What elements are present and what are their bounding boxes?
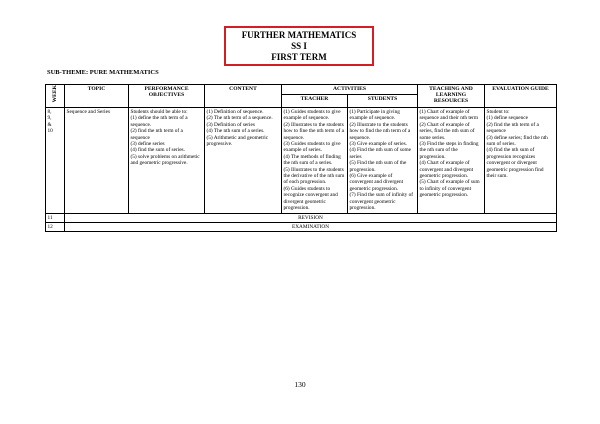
content-header: CONTENT	[205, 85, 282, 108]
topic-cell: Sequence and Series	[65, 108, 129, 214]
class-title: SS I	[291, 41, 307, 51]
examination-cell: EXAMINATION	[65, 222, 557, 231]
header-row	[46, 85, 557, 95]
teacher-header: TEACHER	[282, 95, 348, 108]
page-number: 130	[294, 380, 306, 389]
students-header: STUDENTS	[348, 95, 418, 108]
objectives-cell: Students should be able to: (1) define the nth term of a sequence. (2) find the nth term of a sequence (3) define series (4) find the sum of series. (5) solve problems on arithmetic and geometric progressive.	[129, 108, 205, 214]
teacher-activities-cell: (1) Guides students to give example of sequence. (2) Illustrates to the students how to fine the nth term of a sequence. (3) Guides students to give example of series. (4) The methods of finding the nth sum of a series. (5) Illustrates to the students the derivative of the nth sum of each progression. (6) Guides students to recognize convergent and divergent geometric progression.	[282, 108, 348, 214]
resources-cell: (1) Chart of example of sequence and their nth term (2) Chart of example of series, find the nth sum of some series. (3) Find the steps in finding the nth sum of the progression. (4) Chart of example of convergent and divergent geometric progression. (5) Chart of example of sum to infinity of convergent geometric progression.	[418, 108, 485, 214]
evaluation-cell: Student to: (1) define sequence (2) find the nth term of a sequence (3) define series; find the nth sum of series. (4) find the nth sum of progression recognizes convergent or divergent geometric progression find their sum.	[485, 108, 557, 214]
objectives-header: PERFORMANCE OBJECTIVES	[129, 85, 205, 108]
title-box	[224, 26, 374, 66]
table-row	[46, 213, 557, 222]
activities-header: ACTIVITIES	[282, 85, 418, 95]
content-cell: (1) Definition of sequence. (2) The nth term of a sequence. (3) Definition of series (4) The nth sum of a series. (5) Arithmetic and geometric progressive.	[205, 108, 282, 214]
week-cell: 11	[46, 213, 65, 222]
student-activities-cell: (1) Participate in giving example of sequence. (2) Illustrate to the students how to find the nth term of a sequence. (3) Give example of series. (4) Find the nth sum of some series (5) Find the nth sum of the progression. (6) Give example of convergent and divergent geometric progression. (7) Find the sum of infinity of convergent geometric progression.	[348, 108, 418, 214]
scheme-of-work-table	[45, 84, 557, 232]
topic-header: TOPIC	[65, 85, 129, 108]
evaluation-header: EVALUATION GUIDE	[485, 85, 557, 108]
week-cell: 12	[46, 222, 65, 231]
week-header: WEEK	[46, 85, 65, 108]
subtheme-label: SUB-THEME: PURE MATHEMATICS	[47, 69, 159, 76]
revision-cell: REVISION	[65, 213, 557, 222]
resources-header: TEACHING AND LEARNING RESOURCES	[418, 85, 485, 108]
table-row	[46, 222, 557, 231]
week-cell: 8, 9, & 10	[46, 108, 65, 214]
table-row	[46, 108, 557, 214]
subject-title: FURTHER MATHEMATICS	[241, 30, 357, 40]
term-title: FIRST TERM	[271, 52, 327, 62]
